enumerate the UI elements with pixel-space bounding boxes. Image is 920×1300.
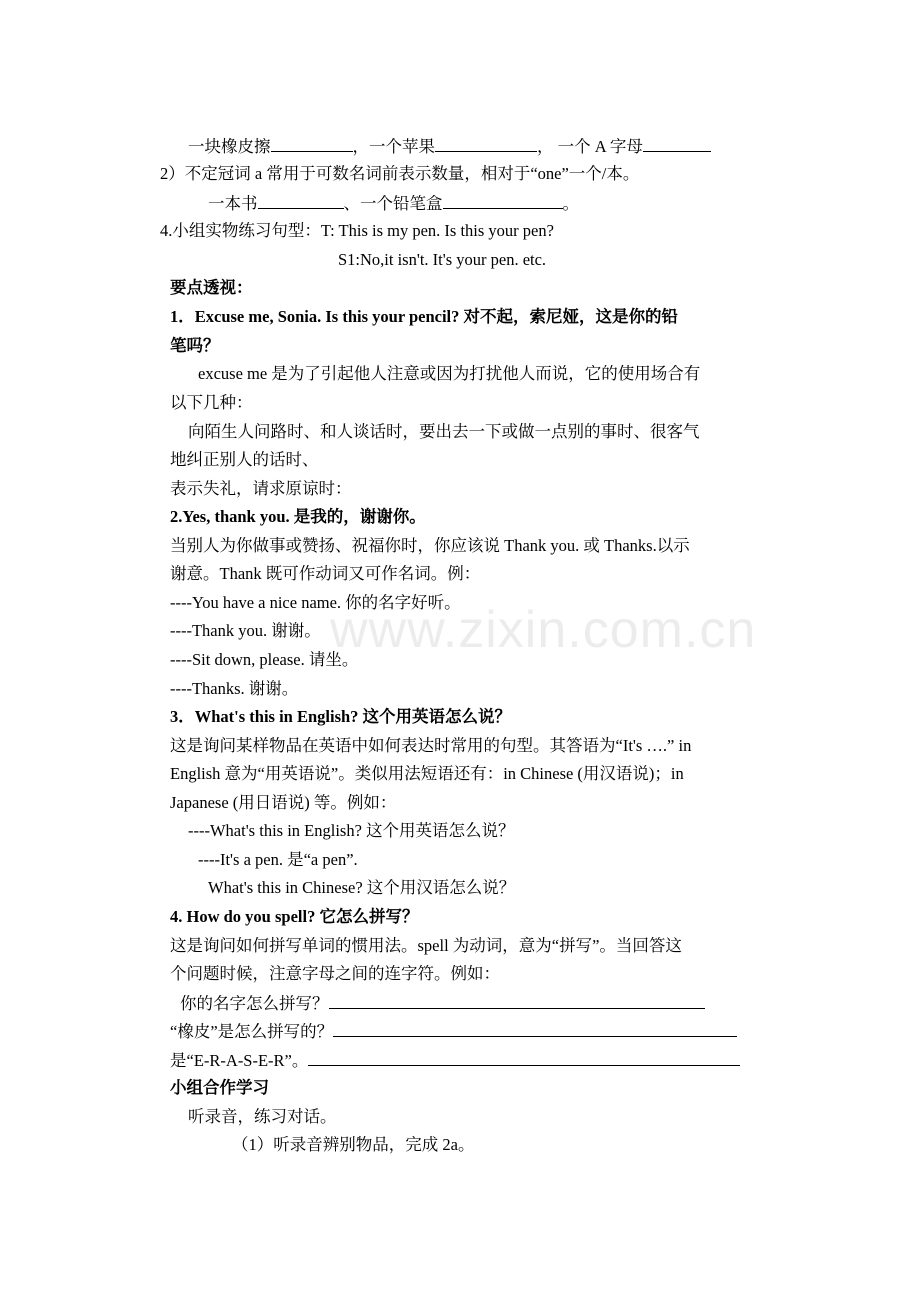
text-line: 2）不定冠词 a 常用于可数名词前表示数量，相对于“one”一个/本。 <box>160 164 640 183</box>
answer-blank[interactable] <box>643 135 711 152</box>
point-heading-4: 4. How do you spell? 它怎么拼写？ <box>170 907 419 926</box>
answer-blank[interactable] <box>435 135 537 152</box>
text-line: 表示失礼，请求原谅时： <box>170 479 352 498</box>
text-line: 听录音，练习对话。 <box>188 1107 337 1126</box>
point-heading-1: 1．Excuse me, Sonia. Is this your pencil? 对不起，索尼娅，这是你的铅 <box>170 307 679 326</box>
text-line: 以下几种： <box>170 393 253 412</box>
text-line: 谢意。Thank 既可作动词又可作名词。例： <box>170 564 481 583</box>
line-fill-blank-eraser-apple-letter: 一块橡皮擦 ，一个苹果 ， 一个 A 字母 <box>188 135 711 158</box>
answer-blank[interactable] <box>443 192 563 209</box>
text-line: 地纠正别人的话时、 <box>170 450 319 469</box>
text-line: 向陌生人问路时、和人谈话时，要出去一下或做一点别的事时、很客气 <box>188 422 700 441</box>
text-line: 这是询问某样物品在英语中如何表达时常用的句型。其答语为“It's ….” in <box>170 736 692 755</box>
point-heading-2: 2.Yes, thank you. 是我的，谢谢你。 <box>170 507 426 526</box>
example-line: What's this in Chinese? 这个用汉语怎么说？ <box>208 878 516 897</box>
answer-blank[interactable] <box>329 992 705 1009</box>
text-line: S1:No,it isn't. It's your pen. etc. <box>338 250 547 269</box>
exercise-line: 是“E-R-A-S-E-R”。 <box>170 1049 740 1072</box>
text-line: English 意为“用英语说”。类似用法短语还有：in Chinese (用汉语说)；in <box>170 764 684 783</box>
line-fill-blank-book-pencilcase: 一本书 、一个铅笔盒 。 <box>208 194 579 213</box>
text-line: 个问题时候，注意字母之间的连字符。例如： <box>170 964 500 983</box>
watermark: www.zixin.com.cn <box>330 601 757 659</box>
example-line: ----Thanks. 谢谢。 <box>170 679 299 698</box>
section-heading: 小组合作学习 <box>170 1078 269 1097</box>
point-heading-1-cont: 笔吗？ <box>170 336 220 355</box>
exercise-line: 你的名字怎么拼写？ <box>180 992 705 1015</box>
exercise-line: “橡皮”是怎么拼写的？ <box>170 1020 737 1043</box>
text-line: 这是询问如何拼写单词的惯用法。spell 为动词，意为“拼写”。当回答这 <box>170 936 682 955</box>
text-line: 4.小组实物练习句型：T: This is my pen. Is this your pen? <box>160 221 554 240</box>
example-line: ----Sit down, please. 请坐。 <box>170 650 359 669</box>
example-line: ----You have a nice name. 你的名字好听。 <box>170 593 461 612</box>
section-heading: 要点透视： <box>170 278 253 297</box>
text-line: （1）听录音辨别物品，完成 2a。 <box>232 1135 475 1154</box>
example-line: ----Thank you. 谢谢。 <box>170 621 321 640</box>
point-heading-3: 3．What's this in English? 这个用英语怎么说？ <box>170 707 512 726</box>
answer-blank[interactable] <box>258 192 344 209</box>
answer-blank[interactable] <box>333 1020 737 1037</box>
text-line: excuse me 是为了引起他人注意或因为打扰他人而说，它的使用场合有 <box>198 364 701 383</box>
example-line: ----It's a pen. 是“a pen”. <box>198 850 358 869</box>
text-line: 当别人为你做事或赞扬、祝福你时，你应该说 Thank you. 或 Thanks.以示 <box>170 536 690 555</box>
answer-blank[interactable] <box>308 1049 740 1066</box>
answer-blank[interactable] <box>271 135 353 152</box>
text-line: Japanese (用日语说) 等。例如： <box>170 793 397 812</box>
example-line: ----What's this in English? 这个用英语怎么说？ <box>188 821 515 840</box>
